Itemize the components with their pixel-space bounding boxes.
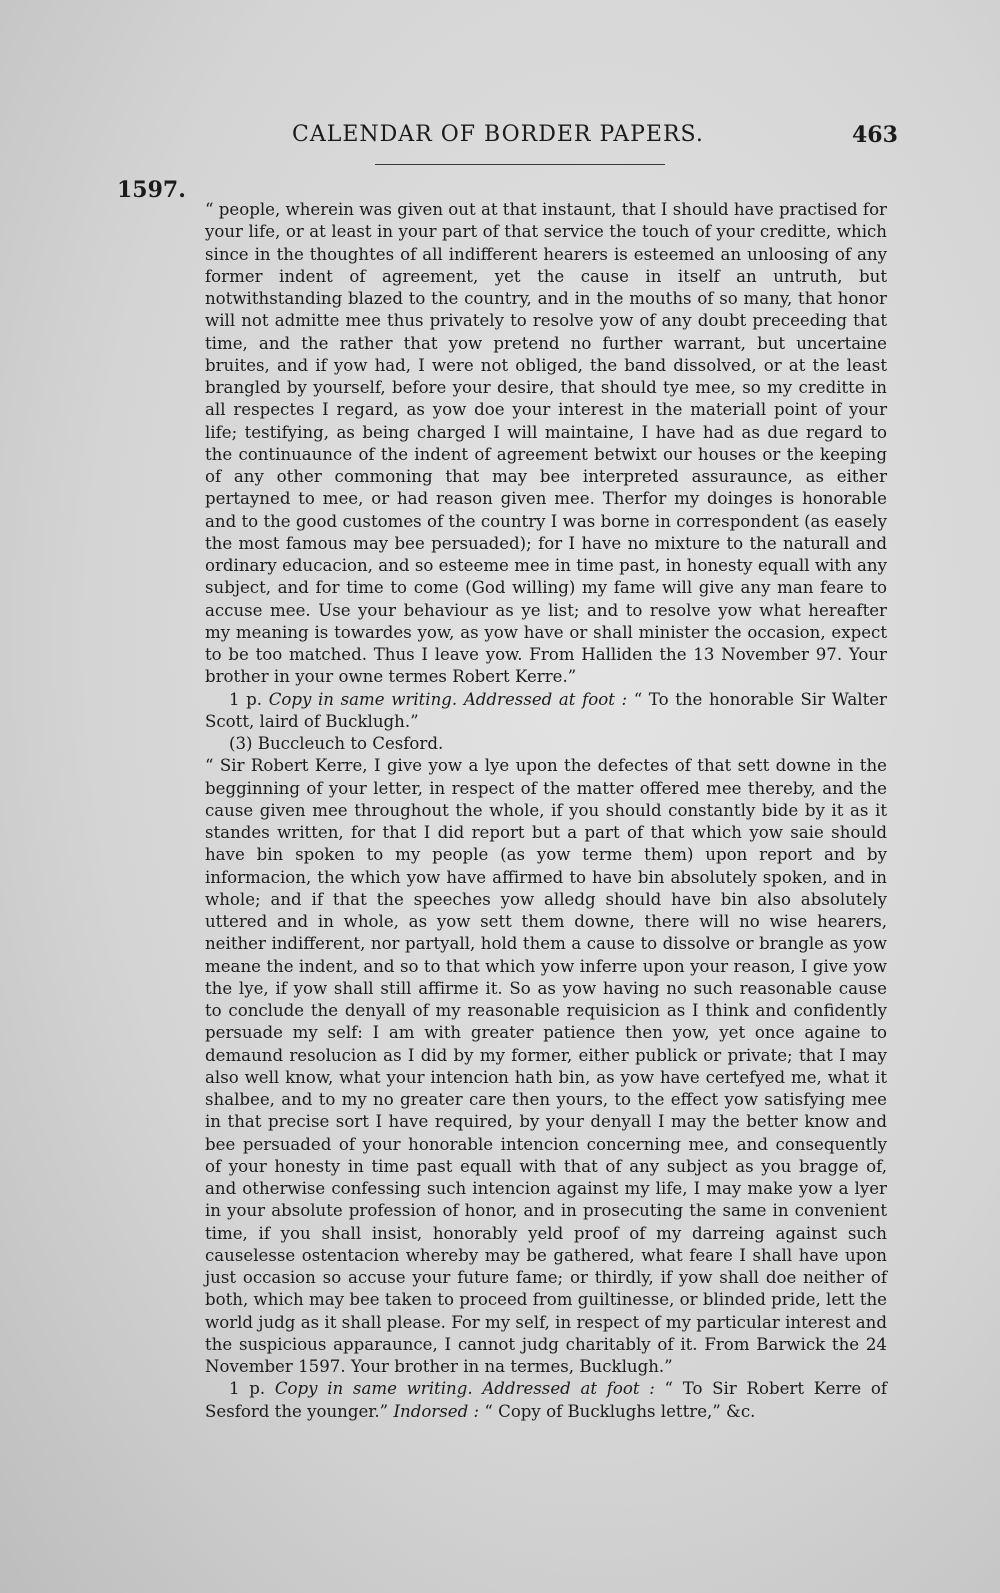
header-rule bbox=[375, 164, 665, 165]
note-description: Copy in same writing. bbox=[268, 689, 458, 709]
note-size: 1 p. bbox=[229, 1379, 266, 1399]
body-text bbox=[205, 199, 887, 1423]
note-size: 1 p. bbox=[229, 689, 263, 709]
page-number: 463 bbox=[852, 122, 898, 148]
note-endorse-label: Indorsed : bbox=[393, 1401, 480, 1421]
letter-heading: (3) Buccleuch to Cesford. bbox=[229, 734, 444, 753]
letter-paragraph: “ Sir Robert Kerre, I give yow a lye upon the defectes of that sett downe in the begginning of your letter, in respect of the matter offered mee thereby, and the cause given mee throughout the whole, if you should constantly bide by it as it standes written, for that I did report but a part of that which yow saie should have bin spoken to my people (as yow terme them) upon report and by informacion, the which yow have affirmed to have bin absolutely spoken, and in whole; and if that the speeches yow alledg should have bin also absolutely uttered and in whole, as yow sett them downe, there will no wise hearers, neither indifferent, nor partyall, hold them a cause to dissolve or brangle as yow meane the indent, and so to that which yow inferre upon your reason, I give yow the lye, if yow shall still affirme it. So as yow having no such reasonable cause to conclude the denyall of my reasonable requisicion as I think and confidently persuade my self: I am with greater patience then yow, yet once againe to demaund resolucion as I did by my former, either publick or private; that I may also well know, what your intencion hath bin, as yow have certefyed me, what it shalbee, and to my no greater care then yours, to the effect yow satisfying mee in that precise sort I have required, by your denyall I may the better know and bee persuaded of your honorable intencion concerning mee, and consequently of your honesty in time past equall with that of any subject as you bragge of, and otherwise confessing such intencion against my life, I may make yow a lyer in your absolute profession of honor, and in prosecuting the same in convenient time, if you shall insist, honorably yeld proof of my darreing against such causelesse ostentacion whereby may be gathered, what feare I shall have upon just occasion so accuse your future fame; or thirdly, if yow shall doe neither of both, which may bee taken to proceed from guiltinesse, or blinded pride, lett the world judg as it shall please. For my self, in respect of my particular interest and the suspicious apparaunce, I cannot judg charitably of it. From Barwick the 24 November 1597. Your brother in na termes, Bucklugh.” bbox=[205, 756, 887, 1376]
note-address-label: Addressed at foot : bbox=[463, 689, 628, 709]
document-note bbox=[205, 1378, 887, 1423]
year-marginal: 1597. bbox=[117, 177, 186, 203]
note-description: Copy in same writing. bbox=[274, 1379, 473, 1399]
page-header bbox=[0, 122, 1000, 152]
note-endorse-text: “ Copy of Bucklughs lettre,” &c. bbox=[484, 1401, 756, 1421]
note-address-text: “ To Sir Robert Kerre of Sesford the younger.” bbox=[205, 1379, 887, 1421]
note-address-text: “ To the honorable Sir Walter Scott, laird of Bucklugh.” bbox=[205, 689, 887, 731]
document-note bbox=[205, 689, 887, 734]
running-title: CALENDAR OF BORDER PAPERS. bbox=[292, 122, 704, 147]
letter-paragraph: “ people, wherein was given out at that instaunt, that I should have practised for your life, or at least in your part of that service the touch of your creditte, which since in the thoughtes of all indifferent hearers is esteemed an unloosing of any former indent of agreement, yet the cause in itself an untruth, but notwithstanding blazed to the country, and in the mouths of so many, that honor will not admitte mee thus privately to resolve yow of any doubt preceeding that time, and the rather that yow pretend no further warrant, but uncertaine bruites, and if yow had, I were not obliged, the band dissolved, or at the least brangled by yourself, before your desire, that should tye mee, so my creditte in all respectes I regard, as yow doe your interest in the materiall point of your life; testifying, as being charged I will maintaine, I have had as due regard to the continuaunce of the indent of agreement betwixt our houses or the keeping of any other commoning that may bee interpreted assuraunce, as either pertayned to mee, or had reason given mee. Therfor my doinges is honorable and to the good customes of the country I was borne in correspondent (as easely the most famous may bee persuaded); for I have no mixture to the naturall and ordinary educacion, and so esteeme mee in time past, in honesty equall with any subject, and for time to come (God willing) my fame will give any man feare to accuse mee. Use your behaviour as ye list; and to resolve yow what hereafter my meaning is towardes yow, as yow have or shall minister the occasion, expect to be too matched. Thus I leave yow. From Halliden the 13 November 97. Your brother in your owne termes Robert Kerre.” bbox=[205, 200, 887, 687]
note-address-label: Addressed at foot : bbox=[482, 1379, 655, 1399]
